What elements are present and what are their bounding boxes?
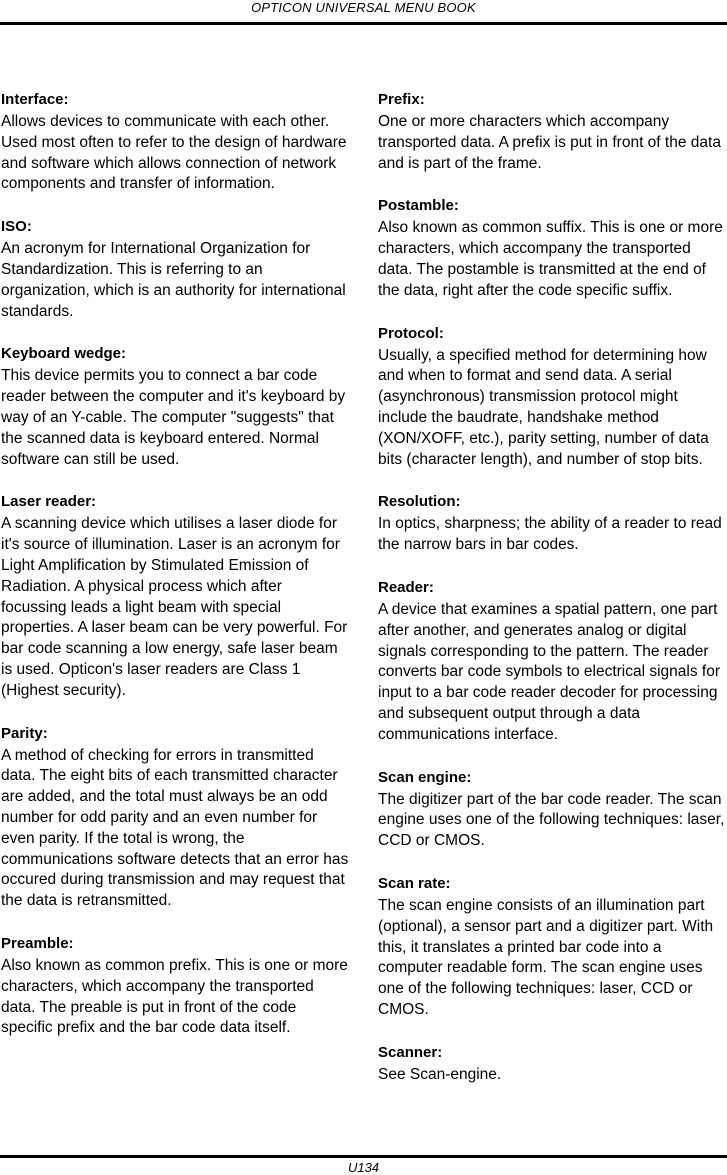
glossary-entry-scan-rate [378, 874, 726, 1021]
glossary-column-right [378, 90, 726, 1108]
glossary-term: Postamble: [378, 197, 459, 215]
glossary-term: Reader: [378, 578, 434, 596]
glossary-entry-resolution [378, 492, 726, 556]
glossary-definition: See Scan-engine. [378, 1065, 502, 1083]
glossary-term: Scanner: [378, 1043, 443, 1061]
glossary-term: Parity: [1, 724, 48, 742]
glossary-definition: The digitizer part of the bar code reader. The scan engine uses one of the following techniques: laser, CCD or CMOS. [378, 790, 725, 850]
glossary-definition: A scanning device which utilises a laser diode for it's source of illumination. Laser is an acronym for Light Amplification by Stimulated Emission of Radiation. A physical process which after focussing leads a light beam with special properties. A laser beam can be very powerful. For bar code scanning a low energy, safe laser beam is used. Opticon's laser readers are Class 1 (Highest security). [1, 515, 348, 699]
glossary-entry-keyboard-wedge [1, 344, 349, 470]
page-number: U134 [347, 1160, 380, 1175]
glossary-term: Interface: [1, 91, 69, 108]
glossary-definition: Also known as common suffix. This is one or more characters, which accompany the transported data. The postamble is transmitted at the end of the data, right after the code specific suffix. [378, 219, 723, 299]
page-header-title: OPTICON UNIVERSAL MENU BOOK [251, 0, 476, 15]
glossary-entry-scan-engine [378, 768, 726, 852]
glossary-term: Prefix: [378, 91, 425, 108]
glossary-term: Scan engine: [378, 768, 472, 786]
glossary-entry-laser-reader [1, 492, 349, 701]
glossary-definition: A device that examines a spatial pattern, one part after another, and generates analog or digital signals corresponding to the pattern. The reader converts bar code symbols to electrical signals for input to a bar code reader decoder for processing and subsequent output through a data communications interface. [378, 600, 721, 743]
glossary-entry-preamble [1, 934, 349, 1039]
glossary-term: Resolution: [378, 493, 461, 511]
glossary-entry-scanner [378, 1043, 726, 1086]
glossary-definition: This device permits you to connect a bar code reader between the computer and it's keyboard by way of an Y-cable. The computer "suggests" that the scanned data is keyboard entered. Normal software can still be used. [1, 367, 346, 468]
glossary-term: Preamble: [1, 934, 74, 952]
glossary-definition: One or more characters which accompany transported data. A prefix is put in front of the data and is part of the frame. [378, 113, 721, 172]
glossary-term: Scan rate: [378, 874, 451, 892]
glossary-entry-parity [1, 724, 349, 912]
glossary-definition: The scan engine consists of an illumination part (optional), a sensor part and a digitizer part. With this, it translates a printed bar code into a computer readable form. The scan engine uses one of the following techniques: laser, CCD or CMOS. [378, 896, 714, 1018]
glossary-term: Keyboard wedge: [1, 345, 127, 363]
glossary-column-left [1, 90, 349, 1061]
glossary-entry-interface [1, 90, 349, 195]
glossary-entry-protocol [378, 324, 726, 471]
glossary-definition: Allows devices to communicate with each other. Used most often to refer to the design of hardware and software which allows connection of network components and transfer of information. [1, 113, 347, 193]
glossary-entry-iso [1, 217, 349, 322]
glossary-definition: A method of checking for errors in transmitted data. The eight bits of each transmitted character are added, and the total must always be an odd number for odd parity and an even number for even parity. If the total is wrong, the communications software detects that an error has occured during transmission and may request that the data is retransmitted. [1, 746, 349, 910]
glossary-definition: An acronym for International Organization for Standardization. This is referring to an organization, which is an authority for international standards. [1, 240, 346, 320]
glossary-term: ISO: [1, 218, 32, 236]
glossary-entry-prefix [378, 90, 726, 174]
glossary-definition: Usually, a specified method for determining how and when to format and send data. A serial (asynchronous) transmission protocol might include the baudrate, handshake method (XON/XOFF, etc.), parity setting, number of data bits (character length), and number of stop bits. [378, 346, 709, 468]
glossary-term: Protocol: [378, 324, 444, 342]
glossary-definition: Also known as common prefix. This is one or more characters, which accompany the transported data. The preable is put in front of the code specific prefix and the bar code data itself. [1, 956, 348, 1037]
footer-rule [0, 1155, 727, 1158]
glossary-entry-postamble [378, 196, 726, 301]
glossary-term: Laser reader: [1, 493, 97, 511]
glossary-entry-reader [378, 578, 726, 746]
header-rule [0, 22, 727, 25]
glossary-definition: In optics, sharpness; the ability of a reader to read the narrow bars in bar codes. [378, 515, 722, 554]
